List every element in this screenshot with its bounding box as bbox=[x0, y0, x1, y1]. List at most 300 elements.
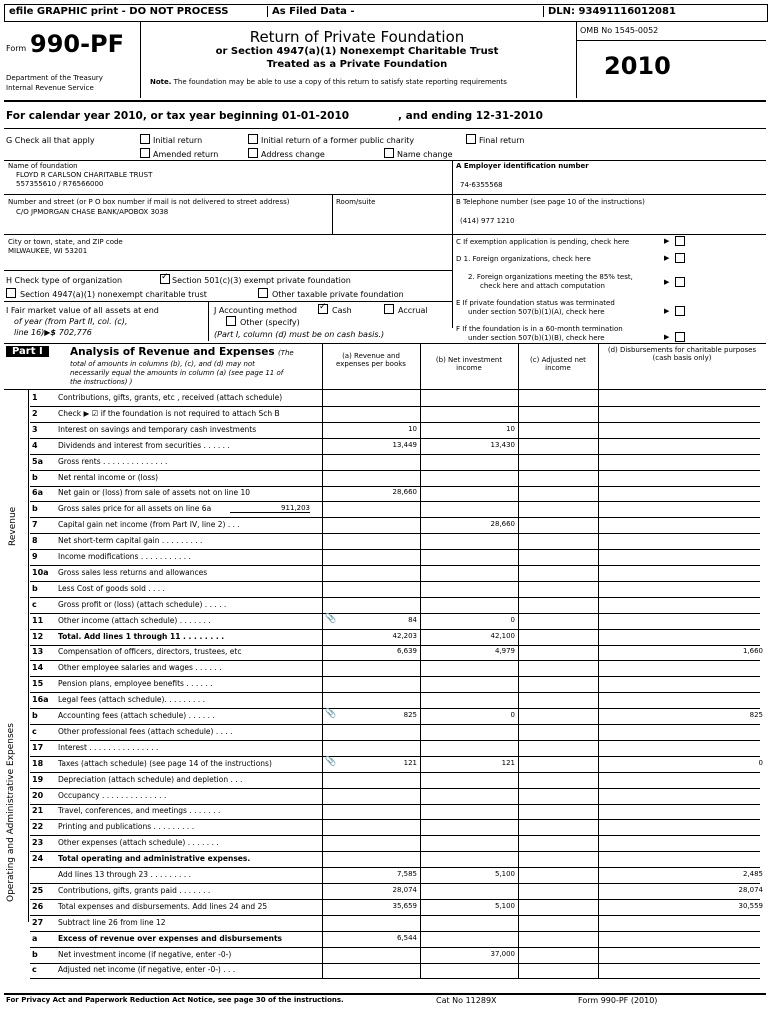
table-row bbox=[0, 962, 770, 978]
name-change-checkbox[interactable] bbox=[384, 148, 394, 158]
col-a-value: 28,074 bbox=[392, 886, 417, 894]
col-d-value: 2,485 bbox=[742, 870, 763, 878]
f-checkbox[interactable] bbox=[675, 332, 685, 342]
d2-checkbox[interactable] bbox=[675, 277, 685, 287]
col-b-value: 121 bbox=[501, 759, 515, 767]
line-description: Pension plans, employee benefits . . . . . . bbox=[58, 679, 213, 688]
line-number: 22 bbox=[32, 822, 44, 831]
line-description: Gross profit or (loss) (attach schedule) . . . . . bbox=[58, 600, 227, 609]
col-a-cell bbox=[322, 549, 421, 565]
attachment-icon[interactable]: 📎 bbox=[325, 614, 337, 624]
col-c-cell bbox=[518, 947, 599, 963]
line-number: 15 bbox=[32, 679, 44, 688]
col-b-cell bbox=[420, 438, 519, 454]
col-d-cell bbox=[598, 740, 767, 756]
phone-label: B Telephone number (see page 10 of the instructions) bbox=[456, 198, 645, 206]
final-return-label: Final return bbox=[479, 136, 525, 145]
col-d-cell bbox=[598, 851, 767, 867]
col-b-cell bbox=[420, 692, 519, 708]
table-row bbox=[0, 883, 770, 899]
col-d-cell bbox=[598, 724, 767, 740]
col-d-cell bbox=[598, 867, 767, 883]
table-row bbox=[0, 819, 770, 835]
col-b-value: 13,430 bbox=[490, 441, 515, 449]
foundation-name-label: Name of foundation bbox=[8, 162, 78, 170]
col-b-cell bbox=[420, 565, 519, 581]
col-a-cell bbox=[322, 931, 421, 947]
line-description: Total. Add lines 1 through 11 . . . . . . . . bbox=[58, 632, 225, 641]
col-a-cell bbox=[322, 438, 421, 454]
name-change-label: Name change bbox=[397, 150, 453, 159]
line-description: Net gain or (loss) from sale of assets not on line 10 bbox=[58, 488, 251, 497]
col-a-value: 35,659 bbox=[392, 902, 417, 910]
street-label: Number and street (or P O box number if mail is not delivered to street address) bbox=[8, 198, 290, 206]
cash-label: Cash bbox=[332, 306, 352, 315]
col-b-cell bbox=[420, 470, 519, 486]
city-value: MILWAUKEE, WI 53201 bbox=[8, 247, 88, 255]
col-b-value: 10 bbox=[506, 425, 515, 433]
col-c-cell bbox=[518, 708, 599, 724]
col-b-cell bbox=[420, 756, 519, 772]
room-label: Room/suite bbox=[336, 198, 376, 206]
col-d-cell bbox=[598, 454, 767, 470]
line-number: 1 bbox=[32, 393, 38, 402]
section-501c3-checkbox[interactable] bbox=[160, 274, 170, 284]
col-a-value: 84 bbox=[408, 616, 417, 624]
col-b-cell bbox=[420, 629, 519, 645]
line-number: 21 bbox=[32, 806, 44, 815]
col-a-cell bbox=[322, 899, 421, 915]
col-c-cell bbox=[518, 756, 599, 772]
col-c-cell bbox=[518, 644, 599, 660]
revenue-side-label: Revenue bbox=[8, 506, 18, 546]
i-label2: of year (from Part II, col. (c), bbox=[14, 317, 128, 326]
final-return-checkbox[interactable] bbox=[466, 134, 476, 144]
col-d-value: 0 bbox=[758, 759, 763, 767]
line-number: 17 bbox=[32, 743, 44, 752]
col-c-cell bbox=[518, 788, 599, 804]
line-description: Subtract line 26 from line 12 bbox=[58, 918, 166, 927]
h-label: H Check type of organization bbox=[6, 276, 123, 285]
line-number: 26 bbox=[32, 902, 44, 911]
col-a-cell bbox=[322, 835, 421, 851]
line-description: Travel, conferences, and meetings . . . . . . . bbox=[58, 806, 221, 815]
amended-return-checkbox[interactable] bbox=[140, 148, 150, 158]
line-number: b bbox=[32, 711, 38, 720]
form-number: 990-PF bbox=[30, 30, 125, 58]
col-d-cell bbox=[598, 708, 767, 724]
line-number: 11 bbox=[32, 616, 44, 625]
line-number: 2 bbox=[32, 409, 38, 418]
col-d-cell bbox=[598, 899, 767, 915]
col-a-cell bbox=[322, 581, 421, 597]
col-b-cell bbox=[420, 724, 519, 740]
col-b-cell bbox=[420, 740, 519, 756]
col-c-cell bbox=[518, 883, 599, 899]
col-a-cell bbox=[322, 883, 421, 899]
col-c-cell bbox=[518, 676, 599, 692]
col-b-cell bbox=[420, 517, 519, 533]
col-b-value: 0 bbox=[510, 616, 515, 624]
col-c-cell bbox=[518, 613, 599, 629]
col-c-cell bbox=[518, 533, 599, 549]
line-number: c bbox=[32, 600, 37, 609]
check-all-label: G Check all that apply bbox=[6, 136, 95, 145]
col-a-cell bbox=[322, 597, 421, 613]
col-b-cell bbox=[420, 819, 519, 835]
other-method-label: Other (specify) bbox=[240, 318, 300, 327]
line-number: b bbox=[32, 504, 38, 513]
table-row bbox=[0, 549, 770, 565]
line-description: Less Cost of goods sold . . . . bbox=[58, 584, 165, 593]
address-change-label: Address change bbox=[261, 150, 325, 159]
address-change-checkbox[interactable] bbox=[248, 148, 258, 158]
col-a-cell bbox=[322, 485, 421, 501]
col-b-cell bbox=[420, 883, 519, 899]
col-d-header: (d) Disbursements for charitable purposes (cash basis only) bbox=[607, 346, 757, 362]
col-d-cell bbox=[598, 406, 767, 422]
line-number: 6a bbox=[32, 488, 43, 497]
col-d-value: 30,559 bbox=[738, 902, 763, 910]
col-d-cell bbox=[598, 676, 767, 692]
form-subtitle1: or Section 4947(a)(1) Nonexempt Charitable Trust bbox=[215, 46, 499, 57]
col-a-cell bbox=[322, 517, 421, 533]
col-b-value: 5,100 bbox=[494, 870, 515, 878]
d1-checkbox[interactable] bbox=[675, 253, 685, 263]
col-c-cell bbox=[518, 915, 599, 931]
line-description: Total expenses and disbursements. Add lines 24 and 25 bbox=[58, 902, 268, 911]
note-text: The foundation may be able to use a copy of this return to satisfy state reporting requirements bbox=[173, 78, 507, 86]
other-taxable-checkbox[interactable] bbox=[258, 288, 268, 298]
line-description: Total operating and administrative expenses. bbox=[58, 854, 251, 863]
col-d-cell bbox=[598, 692, 767, 708]
col-c-header: (c) Adjusted net income bbox=[530, 356, 586, 372]
part1-desc3: the instructions) ) bbox=[70, 378, 133, 386]
col-b-cell bbox=[420, 501, 519, 517]
i-label1: I Fair market value of all assets at end bbox=[6, 306, 159, 315]
col-b-cell bbox=[420, 962, 519, 978]
col-a-cell bbox=[322, 740, 421, 756]
col-d-cell bbox=[598, 549, 767, 565]
col-d-cell bbox=[598, 756, 767, 772]
section-4947-label: Section 4947(a)(1) nonexempt charitable trust bbox=[20, 290, 207, 299]
col-d-cell bbox=[598, 565, 767, 581]
line-number: b bbox=[32, 950, 38, 959]
col-c-cell bbox=[518, 485, 599, 501]
line-description: Check ▶ ☑ if the foundation is not required to attach Sch B bbox=[58, 409, 280, 418]
col-b-cell bbox=[420, 597, 519, 613]
line-number: c bbox=[32, 965, 37, 974]
col-d-cell bbox=[598, 629, 767, 645]
tax-year: 2010 bbox=[604, 52, 671, 80]
line-number: 13 bbox=[32, 647, 44, 656]
col-d-cell bbox=[598, 947, 767, 963]
j-note: (Part I, column (d) must be on cash basis.) bbox=[214, 330, 385, 339]
fair-market-value: 702,776 bbox=[58, 328, 92, 337]
col-a-cell bbox=[322, 454, 421, 470]
col-c-cell bbox=[518, 660, 599, 676]
line-number: 10a bbox=[32, 568, 49, 577]
table-row bbox=[0, 629, 770, 645]
col-a-cell bbox=[322, 867, 421, 883]
col-c-cell bbox=[518, 470, 599, 486]
form-prefix: Form bbox=[6, 44, 27, 53]
j-label: J Accounting method bbox=[214, 306, 298, 315]
col-d-cell bbox=[598, 835, 767, 851]
col-b-cell bbox=[420, 931, 519, 947]
line-description: Dividends and interest from securities . . . . . . bbox=[58, 441, 230, 450]
table-row bbox=[0, 422, 770, 438]
table-row bbox=[0, 803, 770, 819]
line-number: 24 bbox=[32, 854, 44, 863]
col-b-cell bbox=[420, 406, 519, 422]
line-description: Net short-term capital gain . . . . . . . . . bbox=[58, 536, 203, 545]
col-b-cell bbox=[420, 851, 519, 867]
line-description: Legal fees (attach schedule). . . . . . . . . bbox=[58, 695, 205, 704]
table-row bbox=[0, 390, 770, 406]
line-description: Printing and publications . . . . . . . . . bbox=[58, 822, 195, 831]
col-c-cell bbox=[518, 803, 599, 819]
col-a-cell bbox=[322, 819, 421, 835]
col-a-header: (a) Revenue and expenses per books bbox=[336, 352, 406, 368]
ein-value: 74-6355568 bbox=[460, 181, 503, 189]
col-c-cell bbox=[518, 390, 599, 406]
line-description: Income modifications . . . . . . . . . . . bbox=[58, 552, 191, 561]
col-d-cell bbox=[598, 915, 767, 931]
col-a-cell bbox=[322, 676, 421, 692]
line-number: 19 bbox=[32, 775, 44, 784]
col-d-cell bbox=[598, 470, 767, 486]
col-a-value: 7,585 bbox=[396, 870, 417, 878]
line-description: Compensation of officers, directors, trustees, etc bbox=[58, 647, 242, 656]
table-row bbox=[0, 915, 770, 931]
d1-label: D 1. Foreign organizations, check here bbox=[456, 255, 591, 263]
line-description: Add lines 13 through 23 . . . . . . . . . bbox=[58, 870, 191, 879]
col-a-cell bbox=[322, 772, 421, 788]
col-d-cell bbox=[598, 644, 767, 660]
dept-line1: Department of the Treasury bbox=[6, 74, 103, 82]
col-b-cell bbox=[420, 835, 519, 851]
line-number: 25 bbox=[32, 886, 44, 895]
col-b-cell bbox=[420, 676, 519, 692]
col-d-value: 1,660 bbox=[742, 647, 763, 655]
table-row bbox=[0, 676, 770, 692]
line-number: 23 bbox=[32, 838, 44, 847]
col-d-cell bbox=[598, 931, 767, 947]
part1-desc2: necessarily equal the amounts in column (a) (see page 11 of bbox=[70, 369, 284, 377]
line-number: 4 bbox=[32, 441, 38, 450]
col-d-cell bbox=[598, 962, 767, 978]
initial-return-former-label: Initial return of a former public charity bbox=[261, 136, 415, 145]
initial-return-checkbox[interactable] bbox=[140, 134, 150, 144]
col-a-cell bbox=[322, 708, 421, 724]
attachment-icon[interactable]: 📎 bbox=[325, 709, 337, 719]
f-label: F If the foundation is in a 60-month termination bbox=[456, 325, 623, 333]
col-b-cell bbox=[420, 772, 519, 788]
table-row bbox=[0, 438, 770, 454]
col-b-cell bbox=[420, 947, 519, 963]
table-row bbox=[0, 756, 770, 772]
other-method-checkbox[interactable] bbox=[226, 316, 236, 326]
col-a-cell bbox=[322, 565, 421, 581]
line-description: Gross sales less returns and allowances bbox=[58, 568, 208, 577]
accrual-checkbox[interactable] bbox=[384, 304, 394, 314]
line-description: Occupancy . . . . . . . . . . . . . . bbox=[58, 791, 167, 800]
e-checkbox[interactable] bbox=[675, 306, 685, 316]
col-d-cell bbox=[598, 613, 767, 629]
gross-sales-price: 911,203 bbox=[230, 504, 310, 513]
table-row bbox=[0, 692, 770, 708]
omb-number: OMB No 1545-0052 bbox=[580, 26, 659, 35]
ein-label: A Employer identification number bbox=[456, 162, 589, 170]
col-a-cell bbox=[322, 962, 421, 978]
col-a-value: 10 bbox=[408, 425, 417, 433]
line-description: Taxes (attach schedule) (see page 14 of the instructions) bbox=[58, 759, 272, 768]
col-b-cell bbox=[420, 867, 519, 883]
col-d-cell bbox=[598, 660, 767, 676]
col-d-cell bbox=[598, 803, 767, 819]
attachment-icon[interactable]: 📎 bbox=[325, 757, 337, 767]
col-c-cell bbox=[518, 724, 599, 740]
line-description: Other income (attach schedule) . . . . . . . bbox=[58, 616, 211, 625]
line-number: 3 bbox=[32, 425, 38, 434]
col-d-cell bbox=[598, 819, 767, 835]
col-a-cell bbox=[322, 613, 421, 629]
table-row bbox=[0, 899, 770, 915]
calendar-ending: , and ending 12-31-2010 bbox=[398, 110, 543, 122]
col-b-value: 28,660 bbox=[490, 520, 515, 528]
table-row bbox=[0, 867, 770, 883]
col-a-value: 6,544 bbox=[396, 934, 417, 942]
col-a-cell bbox=[322, 692, 421, 708]
form-footer: Form 990-PF (2010) bbox=[578, 996, 658, 1005]
col-a-cell bbox=[322, 644, 421, 660]
col-c-cell bbox=[518, 740, 599, 756]
dln-label: DLN: 93491116012081 bbox=[543, 6, 676, 17]
as-filed-label: As Filed Data - bbox=[267, 6, 355, 17]
part1-title: Analysis of Revenue and Expenses bbox=[70, 346, 275, 358]
e-label: E If private foundation status was terminated bbox=[456, 299, 615, 307]
col-d-cell bbox=[598, 438, 767, 454]
col-d-cell bbox=[598, 533, 767, 549]
accrual-label: Accrual bbox=[398, 306, 428, 315]
efile-banner bbox=[4, 4, 768, 22]
col-a-value: 121 bbox=[403, 759, 417, 767]
col-d-cell bbox=[598, 597, 767, 613]
line-number: 16a bbox=[32, 695, 49, 704]
line-number: b bbox=[32, 473, 38, 482]
c-label: C If exemption application is pending, check here bbox=[456, 238, 630, 246]
col-a-cell bbox=[322, 724, 421, 740]
col-b-cell bbox=[420, 708, 519, 724]
part1-title-note: (The bbox=[277, 349, 294, 357]
col-c-cell bbox=[518, 501, 599, 517]
table-row bbox=[0, 565, 770, 581]
line-number: 8 bbox=[32, 536, 38, 545]
col-b-value: 0 bbox=[510, 711, 515, 719]
col-d-cell bbox=[598, 390, 767, 406]
line-number: c bbox=[32, 727, 37, 736]
col-b-value: 42,100 bbox=[490, 632, 515, 640]
col-c-cell bbox=[518, 931, 599, 947]
amended-return-label: Amended return bbox=[153, 150, 219, 159]
col-c-cell bbox=[518, 867, 599, 883]
col-c-cell bbox=[518, 772, 599, 788]
col-c-cell bbox=[518, 438, 599, 454]
table-row bbox=[0, 772, 770, 788]
col-b-cell bbox=[420, 581, 519, 597]
row-divider bbox=[30, 978, 760, 979]
col-d-cell bbox=[598, 772, 767, 788]
c-checkbox[interactable] bbox=[675, 236, 685, 246]
table-row bbox=[0, 501, 770, 517]
col-a-value: 42,203 bbox=[392, 632, 417, 640]
line-number: 20 bbox=[32, 791, 44, 800]
col-c-cell bbox=[518, 629, 599, 645]
table-row bbox=[0, 947, 770, 963]
cash-checkbox[interactable] bbox=[318, 304, 328, 314]
foundation-name: FLOYD R CARLSON CHARITABLE TRUST bbox=[16, 171, 153, 179]
i-label3: line 16) bbox=[14, 328, 45, 337]
col-c-cell bbox=[518, 549, 599, 565]
form-title: Return of Private Foundation bbox=[249, 28, 465, 46]
col-c-cell bbox=[518, 581, 599, 597]
table-row bbox=[0, 740, 770, 756]
col-b-cell bbox=[420, 660, 519, 676]
col-b-cell bbox=[420, 613, 519, 629]
line-number: 5a bbox=[32, 457, 43, 466]
initial-return-former-checkbox[interactable] bbox=[248, 134, 258, 144]
d2-label: 2. Foreign organizations meeting the 85% test, bbox=[468, 273, 633, 281]
table-row bbox=[0, 613, 770, 629]
col-c-cell bbox=[518, 406, 599, 422]
col-b-cell bbox=[420, 390, 519, 406]
col-c-cell bbox=[518, 962, 599, 978]
table-row bbox=[0, 517, 770, 533]
col-b-cell bbox=[420, 422, 519, 438]
line-description: Depreciation (attach schedule) and depletion . . . bbox=[58, 775, 243, 784]
col-d-cell bbox=[598, 581, 767, 597]
col-d-cell bbox=[598, 422, 767, 438]
col-b-cell bbox=[420, 803, 519, 819]
col-b-cell bbox=[420, 454, 519, 470]
table-row bbox=[0, 931, 770, 947]
col-c-cell bbox=[518, 692, 599, 708]
col-d-cell bbox=[598, 485, 767, 501]
part1-desc1: total of amounts in columns (b), (c), and (d) may not bbox=[70, 360, 255, 368]
line-number: a bbox=[32, 934, 38, 943]
col-d-value: 28,074 bbox=[738, 886, 763, 894]
phone-value: (414) 977 1210 bbox=[460, 217, 515, 225]
line-number: 7 bbox=[32, 520, 38, 529]
table-row bbox=[0, 406, 770, 422]
line-number: 27 bbox=[32, 918, 44, 927]
col-c-cell bbox=[518, 422, 599, 438]
col-a-cell bbox=[322, 803, 421, 819]
line-description: Adjusted net income (if negative, enter -0-) . . . bbox=[58, 965, 236, 974]
col-c-cell bbox=[518, 851, 599, 867]
col-a-cell bbox=[322, 501, 421, 517]
d2-label2: check here and attach computation bbox=[480, 282, 605, 290]
cat-number: Cat No 11289X bbox=[436, 996, 497, 1005]
line-number: b bbox=[32, 584, 38, 593]
section-501c3-label: Section 501(c)(3) exempt private foundation bbox=[172, 276, 351, 285]
section-4947-checkbox[interactable] bbox=[6, 288, 16, 298]
col-a-cell bbox=[322, 406, 421, 422]
efile-label: efile GRAPHIC print - DO NOT PROCESS bbox=[9, 6, 229, 17]
col-b-value: 5,100 bbox=[494, 902, 515, 910]
table-row bbox=[0, 597, 770, 613]
